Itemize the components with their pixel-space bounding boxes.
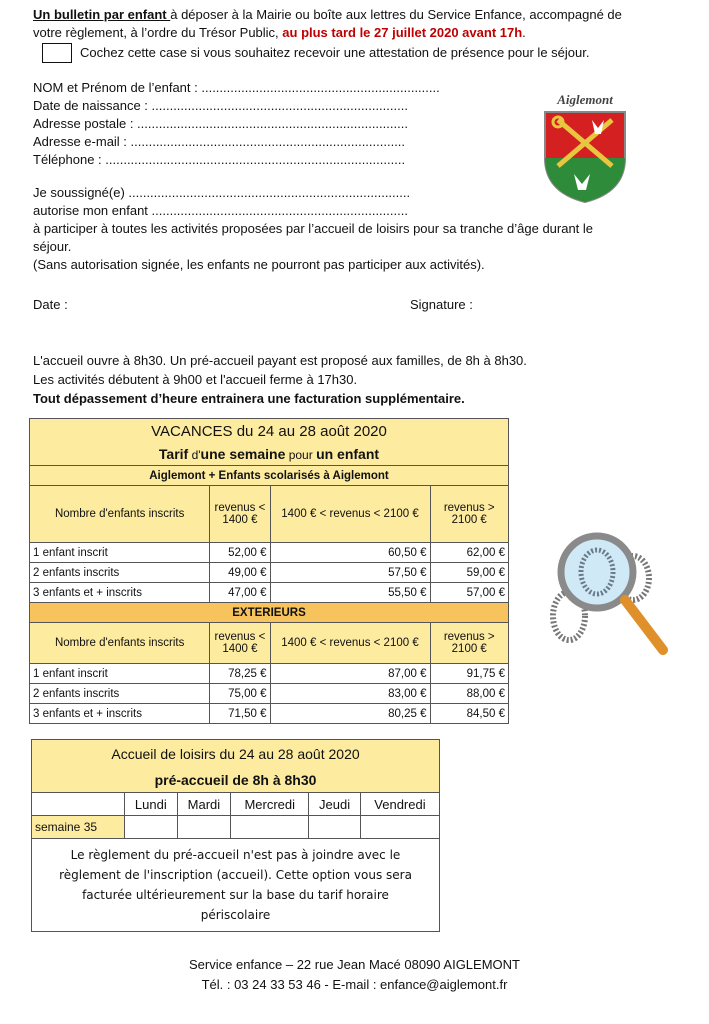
intro-underlined: Un bulletin par enfant <box>33 7 171 22</box>
price-cell: 59,00 € <box>430 563 509 583</box>
subtitle-tarif: Tarif <box>158 446 189 462</box>
intro-line-2 <box>33 24 526 42</box>
deadline: au plus tard le 27 juillet 2020 avant 17h <box>282 25 523 40</box>
table-row <box>30 583 509 603</box>
price-cell: 84,50 € <box>430 704 509 724</box>
price-cell: 80,25 € <box>270 704 430 724</box>
col-header-nombre-ext: Nombre d'enfants inscrits <box>30 623 210 664</box>
row-label: 3 enfants et + inscrits <box>30 583 210 603</box>
price-cell: 60,50 € <box>270 543 430 563</box>
week-label: semaine 35 <box>32 816 125 839</box>
price-cell: 55,50 € <box>270 583 430 603</box>
accueil-table <box>31 739 440 932</box>
day-mercredi: Mercredi <box>231 793 309 816</box>
magnifier-fingerprint-icon <box>545 528 675 663</box>
horaires-line-1: L'accueil ouvre à 8h30. Un pré-accueil payant est proposé aux familles, de 8h à 8h30. <box>33 353 527 368</box>
price-cell: 78,25 € <box>210 664 270 684</box>
seal-title: Aiglemont <box>557 92 613 107</box>
cell-lundi[interactable] <box>125 816 178 839</box>
accueil-note: Le règlement du pré-accueil n'est pas à joindre avec le règlement de l'inscription (accueil). Cette option vous sera facturée ultérieurement sur la base du tarif horaire périscolaire <box>32 839 440 932</box>
tarif-rows-exterieurs <box>30 664 509 724</box>
subtitle-enfant: un enfant <box>316 446 380 462</box>
participation-text-2: séjour. <box>33 239 72 254</box>
horaires-line-2: Les activités débutent à 9h00 et l'accueil ferme à 17h30. <box>33 372 358 387</box>
day-mardi: Mardi <box>177 793 231 816</box>
field-nom[interactable]: NOM et Prénom de l’enfant : .................................................................. <box>33 80 440 95</box>
row-label: 1 enfant inscrit <box>30 664 210 684</box>
tarif-title: VACANCES du 24 au 28 août 2020 <box>30 419 509 444</box>
field-autorise[interactable]: autorise mon enfant ....................................................................... <box>33 203 408 218</box>
attestation-checkbox[interactable] <box>42 43 72 63</box>
price-cell: 91,75 € <box>430 664 509 684</box>
checkbox-label: Cochez cette case si vous souhaitez recevoir une attestation de présence pour le séjour. <box>80 45 590 60</box>
col-header-nombre: Nombre d'enfants inscrits <box>30 486 210 543</box>
col-header-revenus-mid-ext: 1400 € < revenus < 2100 € <box>270 623 430 664</box>
col-header-revenus-low: revenus < 1400 € <box>210 486 270 543</box>
row-label: 3 enfants et + inscrits <box>30 704 210 724</box>
tarif-rows-aiglemont <box>30 543 509 603</box>
price-cell: 57,50 € <box>270 563 430 583</box>
field-naissance[interactable]: Date de naissance : ....................................................................... <box>33 98 408 113</box>
autorisation-note: (Sans autorisation signée, les enfants ne pourront pas participer aux activités). <box>33 257 485 272</box>
col-header-revenus-high: revenus > 2100 € <box>430 486 509 543</box>
cell-mardi[interactable] <box>177 816 231 839</box>
cell-jeudi[interactable] <box>309 816 361 839</box>
tarif-subtitle <box>30 443 509 466</box>
intro-text-2: votre règlement, à l’ordre du Trésor Public, <box>33 25 283 40</box>
table-row <box>30 684 509 704</box>
price-cell: 62,00 € <box>430 543 509 563</box>
table-row <box>30 664 509 684</box>
col-header-revenus-low-ext: revenus < 1400 € <box>210 623 270 664</box>
price-cell: 88,00 € <box>430 684 509 704</box>
date-label: Date : <box>33 297 68 312</box>
subtitle-semaine: une semaine <box>200 446 286 462</box>
aiglemont-coat-of-arms <box>540 92 630 204</box>
table-row <box>30 563 509 583</box>
price-cell: 87,00 € <box>270 664 430 684</box>
tarif-table <box>29 418 509 724</box>
horaires-warning: Tout dépassement d’heure entrainera une facturation supplémentaire. <box>33 391 465 406</box>
day-jeudi: Jeudi <box>309 793 361 816</box>
field-soussigne[interactable]: Je soussigné(e) .............................................................................. <box>33 185 411 200</box>
col-header-revenus-high-ext: revenus > 2100 € <box>430 623 509 664</box>
signature-label: Signature : <box>410 297 473 312</box>
cell-mercredi[interactable] <box>231 816 309 839</box>
shield-icon <box>540 108 630 204</box>
days-corner <box>32 793 125 816</box>
price-cell: 57,00 € <box>430 583 509 603</box>
price-cell: 75,00 € <box>210 684 270 704</box>
price-cell: 83,00 € <box>270 684 430 704</box>
participation-text: à participer à toutes les activités proposées par l’accueil de loisirs pour sa tranche d’âge durant le <box>33 221 594 236</box>
col-header-revenus-mid: 1400 € < revenus < 2100 € <box>270 486 430 543</box>
row-label: 2 enfants inscrits <box>30 684 210 704</box>
price-cell: 71,50 € <box>210 704 270 724</box>
subtitle-d: d' <box>188 448 201 462</box>
day-vendredi: Vendredi <box>360 793 439 816</box>
intro-line-1 <box>33 6 622 24</box>
section-exterieurs: EXTERIEURS <box>30 603 509 623</box>
price-cell: 52,00 € <box>210 543 270 563</box>
price-cell: 47,00 € <box>210 583 270 603</box>
intro-period: . <box>522 25 526 40</box>
row-label: 1 enfant inscrit <box>30 543 210 563</box>
field-telephone[interactable]: Téléphone : ................................................................................... <box>33 152 406 167</box>
footer-address: Service enfance – 22 rue Jean Macé 08090 AIGLEMONT <box>189 957 520 972</box>
field-adresse[interactable]: Adresse postale : ........................................................................... <box>33 116 408 131</box>
price-cell: 49,00 € <box>210 563 270 583</box>
accueil-title: Accueil de loisirs du 24 au 28 août 2020 <box>32 740 440 769</box>
footer-contact: Tél. : 03 24 33 53 46 - E-mail : enfance@aiglemont.fr <box>201 977 508 992</box>
subtitle-pour: pour <box>285 448 317 462</box>
row-label: 2 enfants inscrits <box>30 563 210 583</box>
intro-text: à déposer à la Mairie ou boîte aux lettres du Service Enfance, accompagné de <box>170 7 622 22</box>
table-row <box>30 543 509 563</box>
cell-vendredi[interactable] <box>360 816 439 839</box>
field-email[interactable]: Adresse e-mail : ............................................................................ <box>33 134 406 149</box>
section-aiglemont: Aiglemont + Enfants scolarisés à Aiglemont <box>30 466 509 486</box>
table-row <box>30 704 509 724</box>
day-lundi: Lundi <box>125 793 178 816</box>
accueil-subtitle: pré-accueil de 8h à 8h30 <box>32 768 440 793</box>
